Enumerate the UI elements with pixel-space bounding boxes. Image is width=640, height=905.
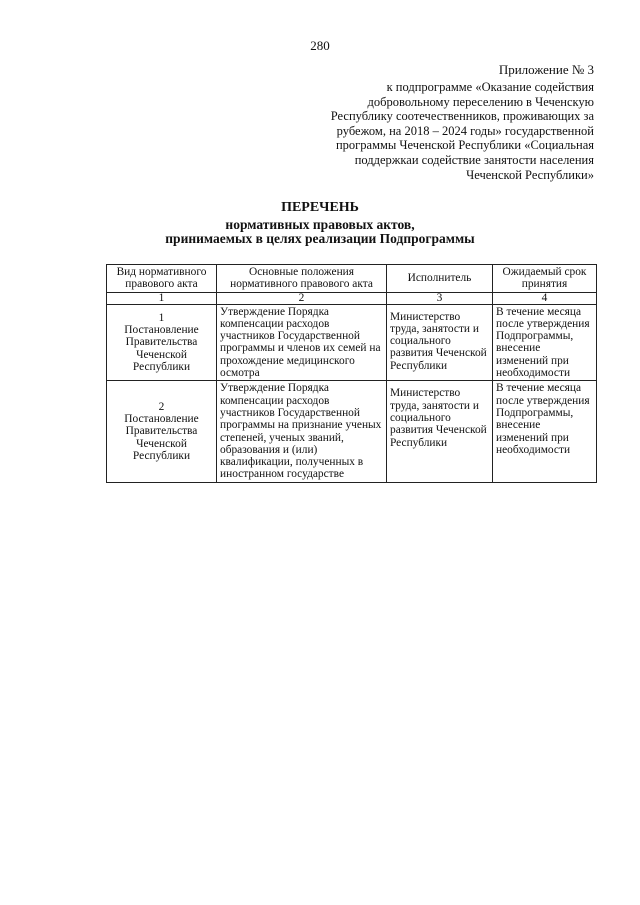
act-type: Постановление Правительства Чеченской Республики — [124, 413, 199, 462]
row-number: 1 — [158, 311, 165, 324]
column-number: 3 — [387, 292, 493, 304]
header-executor: Исполнитель — [387, 265, 493, 293]
document-subtitle — [0, 218, 640, 246]
page-number: 280 — [310, 38, 330, 53]
acts-table — [106, 264, 597, 483]
document-subtitle-line-2: принимаемых в целях реализации Подпрограммы — [165, 231, 475, 246]
term-cell: В течение месяца после утверждения Подпрограммы, внесение изменений при необходимости — [493, 381, 597, 482]
act-type: Постановление Правительства Чеченской Республики — [124, 324, 199, 373]
provisions-cell: Утверждение Порядка компенсации расходов участников Государственной программы на признание ученых степеней, ученых званий, образования и (или) квалификации, полученных в иностранном государстве — [217, 381, 387, 482]
column-number: 2 — [217, 292, 387, 304]
provisions-cell: Утверждение Порядка компенсации расходов участников Государственной программы и членов их семей на прохождение медицинского осмотра — [217, 304, 387, 381]
table-header-row — [107, 265, 597, 293]
table-row — [107, 304, 597, 381]
document-subtitle-line-1: нормативных правовых актов, — [225, 217, 415, 232]
executor-cell: Министерство труда, занятости и социального развития Чеченской Республики — [387, 304, 493, 381]
header-provisions: Основные положения нормативного правового акта — [217, 265, 387, 293]
document-title: ПЕРЕЧЕНЬ — [281, 200, 359, 215]
column-number: 1 — [107, 292, 217, 304]
appendix-number: Приложение № 3 — [498, 62, 594, 77]
row-number: 2 — [158, 400, 165, 413]
appendix-reference: к подпрограмме «Оказание содействия добровольному переселению в Чеченскую Республику соотечественников, проживающих за рубежом, на 2018 – 2024 годы» государственной программы Чеченской Республики «Социальная поддержкаи содействие занятости населения Чеченской Республики» — [330, 80, 594, 182]
act-type-cell — [107, 381, 217, 482]
header-term: Ожидаемый срок принятия — [493, 265, 597, 293]
header-act-type: Вид нормативного правового акта — [107, 265, 217, 293]
table-row — [107, 381, 597, 482]
table-column-numbers-row — [107, 292, 597, 304]
executor-cell: Министерство труда, занятости и социального развития Чеченской Республики — [387, 381, 493, 482]
term-cell: В течение месяца после утверждения Подпрограммы, внесение изменений при необходимости — [493, 304, 597, 381]
act-type-cell — [107, 304, 217, 381]
column-number: 4 — [493, 292, 597, 304]
